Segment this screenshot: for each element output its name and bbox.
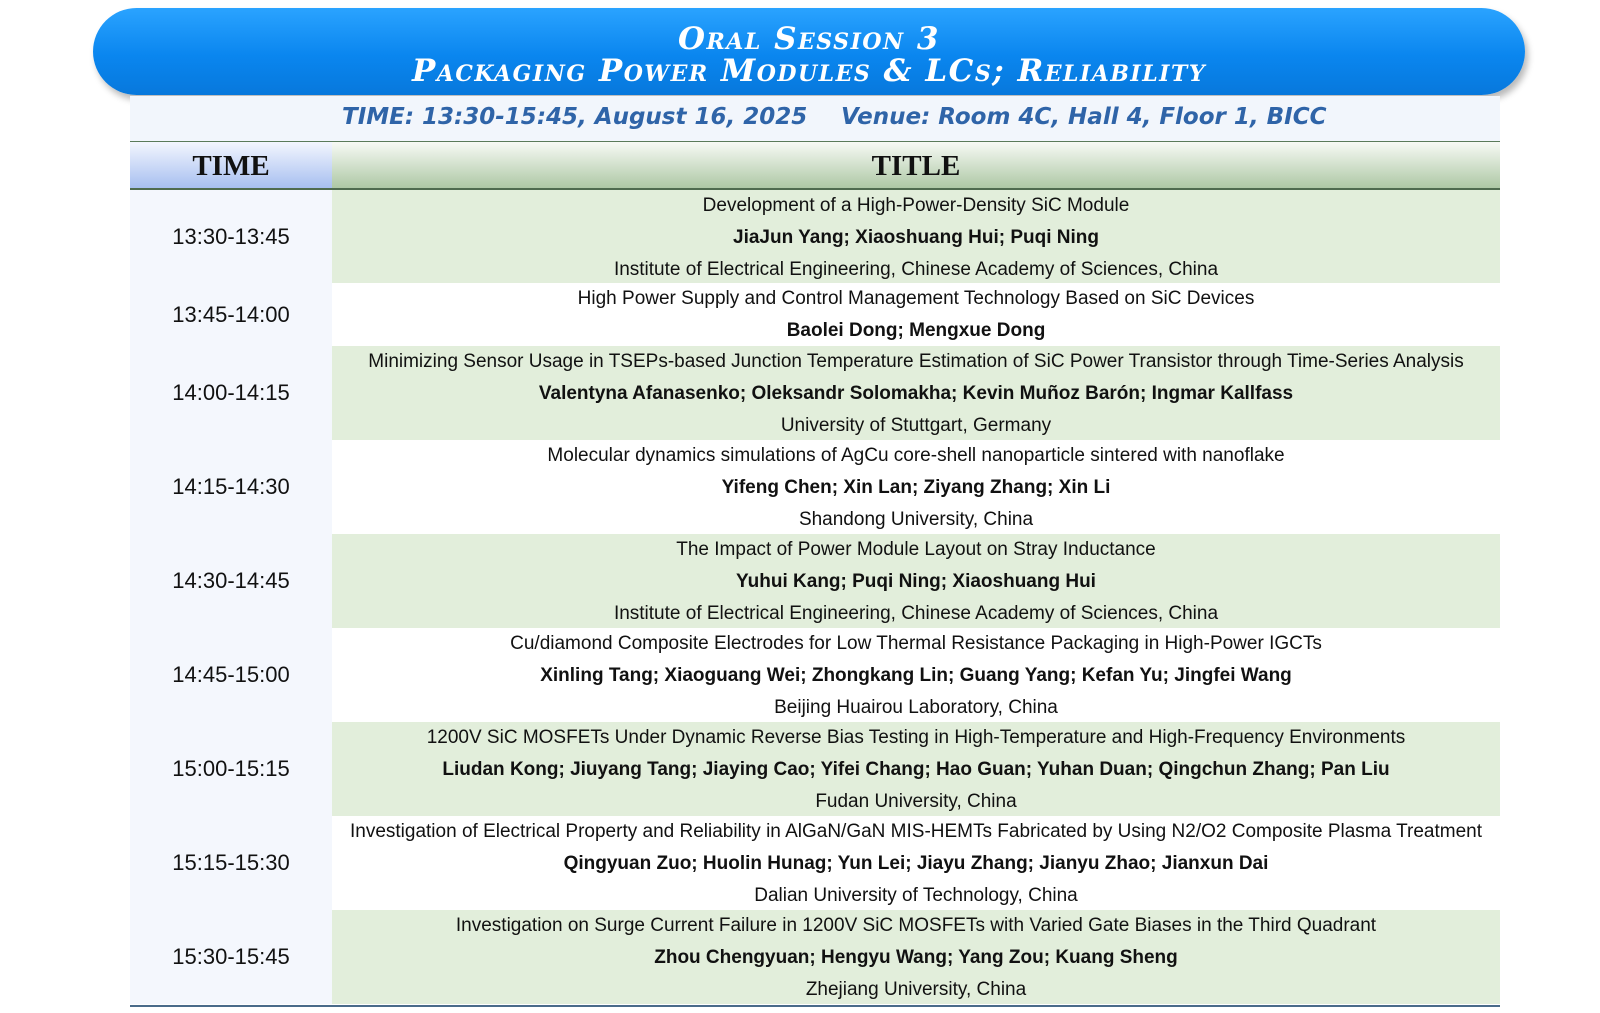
paper-affiliation: University of Stuttgart, Germany	[780, 415, 1052, 436]
session-time: TIME: 13:30-15:45, August 16, 2025	[342, 104, 808, 130]
session-banner	[93, 8, 1525, 95]
session-venue: Venue: Room 4C, Hall 4, Floor 1, BICC	[841, 104, 1327, 130]
table-row	[130, 628, 1500, 722]
table-row	[130, 910, 1500, 1004]
table-row	[130, 190, 1500, 283]
session-topic: Packaging Power Modules & LCs; Reliability	[411, 53, 1207, 89]
table-header	[130, 142, 1500, 190]
table-row	[130, 534, 1500, 628]
paper-authors: Xinling Tang; Xiaoguang Wei; Zhongkang Lin; Guang Yang; Kefan Yu; Jingfei Wang	[540, 665, 1292, 686]
row-time: 14:45-15:00	[130, 628, 332, 722]
row-time: 14:30-14:45	[130, 534, 332, 628]
row-title-cell	[332, 628, 1500, 722]
paper-authors: Yifeng Chen; Xin Lan; Ziyang Zhang; Xin Li	[721, 477, 1111, 498]
paper-affiliation: Dalian University of Technology, China	[754, 885, 1078, 906]
table-row	[130, 440, 1500, 534]
row-time: 14:15-14:30	[130, 440, 332, 534]
table-row	[130, 346, 1500, 440]
row-time: 13:45-14:00	[130, 283, 332, 346]
row-time: 14:00-14:15	[130, 346, 332, 440]
paper-title: Investigation of Electrical Property and Reliability in AlGaN/GaN MIS-HEMTs Fabricated by Using N2/O2 Composite Plasma Treatment	[349, 821, 1482, 842]
table-row	[130, 816, 1500, 910]
row-time: 13:30-13:45	[130, 190, 332, 283]
table-row	[130, 722, 1500, 816]
session-info-bar	[130, 96, 1500, 143]
paper-affiliation: Fudan University, China	[815, 791, 1017, 812]
paper-authors: Valentyna Afanasenko; Oleksandr Solomakha; Kevin Muñoz Barón; Ingmar Kallfass	[538, 383, 1294, 404]
table-bottom-border	[130, 1005, 1500, 1007]
paper-title: Investigation on Surge Current Failure in 1200V SiC MOSFETs with Varied Gate Biases in the Third Quadrant	[455, 915, 1377, 936]
paper-affiliation: Institute of Electrical Engineering, Chinese Academy of Sciences, China	[613, 259, 1219, 280]
column-header-time: TIME	[130, 142, 332, 190]
row-title-cell	[332, 283, 1500, 346]
row-title-cell	[332, 534, 1500, 628]
paper-affiliation: Institute of Electrical Engineering, Chinese Academy of Sciences, China	[613, 603, 1219, 624]
paper-authors: JiaJun Yang; Xiaoshuang Hui; Puqi Ning	[733, 227, 1099, 248]
paper-title: The Impact of Power Module Layout on Stray Inductance	[676, 539, 1156, 560]
column-header-title: TITLE	[332, 142, 1500, 190]
paper-affiliation: Shandong University, China	[798, 509, 1034, 530]
row-title-cell	[332, 910, 1500, 1004]
schedule-table	[130, 190, 1500, 1004]
paper-title: Cu/diamond Composite Electrodes for Low Thermal Resistance Packaging in High-Power IGCTs	[510, 633, 1322, 654]
row-title-cell	[332, 722, 1500, 816]
row-title-cell	[332, 816, 1500, 910]
paper-title: High Power Supply and Control Management Technology Based on SiC Devices	[577, 288, 1255, 309]
paper-title: Molecular dynamics simulations of AgCu core-shell nanoparticle sintered with nanoflake	[547, 445, 1285, 466]
paper-authors: Zhou Chengyuan; Hengyu Wang; Yang Zou; Kuang Sheng	[654, 947, 1178, 968]
paper-authors: Liudan Kong; Jiuyang Tang; Jiaying Cao; Yifei Chang; Hao Guan; Yuhan Duan; Qingchun Zhang; Pan Liu	[442, 759, 1390, 780]
row-title-cell	[332, 190, 1500, 283]
row-title-cell	[332, 440, 1500, 534]
paper-authors: Yuhui Kang; Puqi Ning; Xiaoshuang Hui	[736, 571, 1096, 592]
paper-affiliation: Beijing Huairou Laboratory, China	[774, 697, 1058, 718]
paper-title: Development of a High-Power-Density SiC Module	[702, 195, 1130, 216]
row-time: 15:30-15:45	[130, 910, 332, 1004]
row-title-cell	[332, 346, 1500, 440]
paper-authors: Qingyuan Zuo; Huolin Hunag; Yun Lei; Jiayu Zhang; Jianyu Zhao; Jianxun Dai	[563, 853, 1269, 874]
row-time: 15:00-15:15	[130, 722, 332, 816]
table-row	[130, 283, 1500, 346]
row-time: 15:15-15:30	[130, 816, 332, 910]
session-title: Oral Session 3	[678, 21, 940, 57]
paper-title: 1200V SiC MOSFETs Under Dynamic Reverse Bias Testing in High-Temperature and High-Frequency Environments	[426, 727, 1406, 748]
paper-authors: Baolei Dong; Mengxue Dong	[786, 320, 1046, 341]
paper-affiliation: Zhejiang University, China	[805, 979, 1027, 1000]
paper-title: Minimizing Sensor Usage in TSEPs-based Junction Temperature Estimation of SiC Power Transistor through Time-Series Analysis	[368, 351, 1464, 372]
